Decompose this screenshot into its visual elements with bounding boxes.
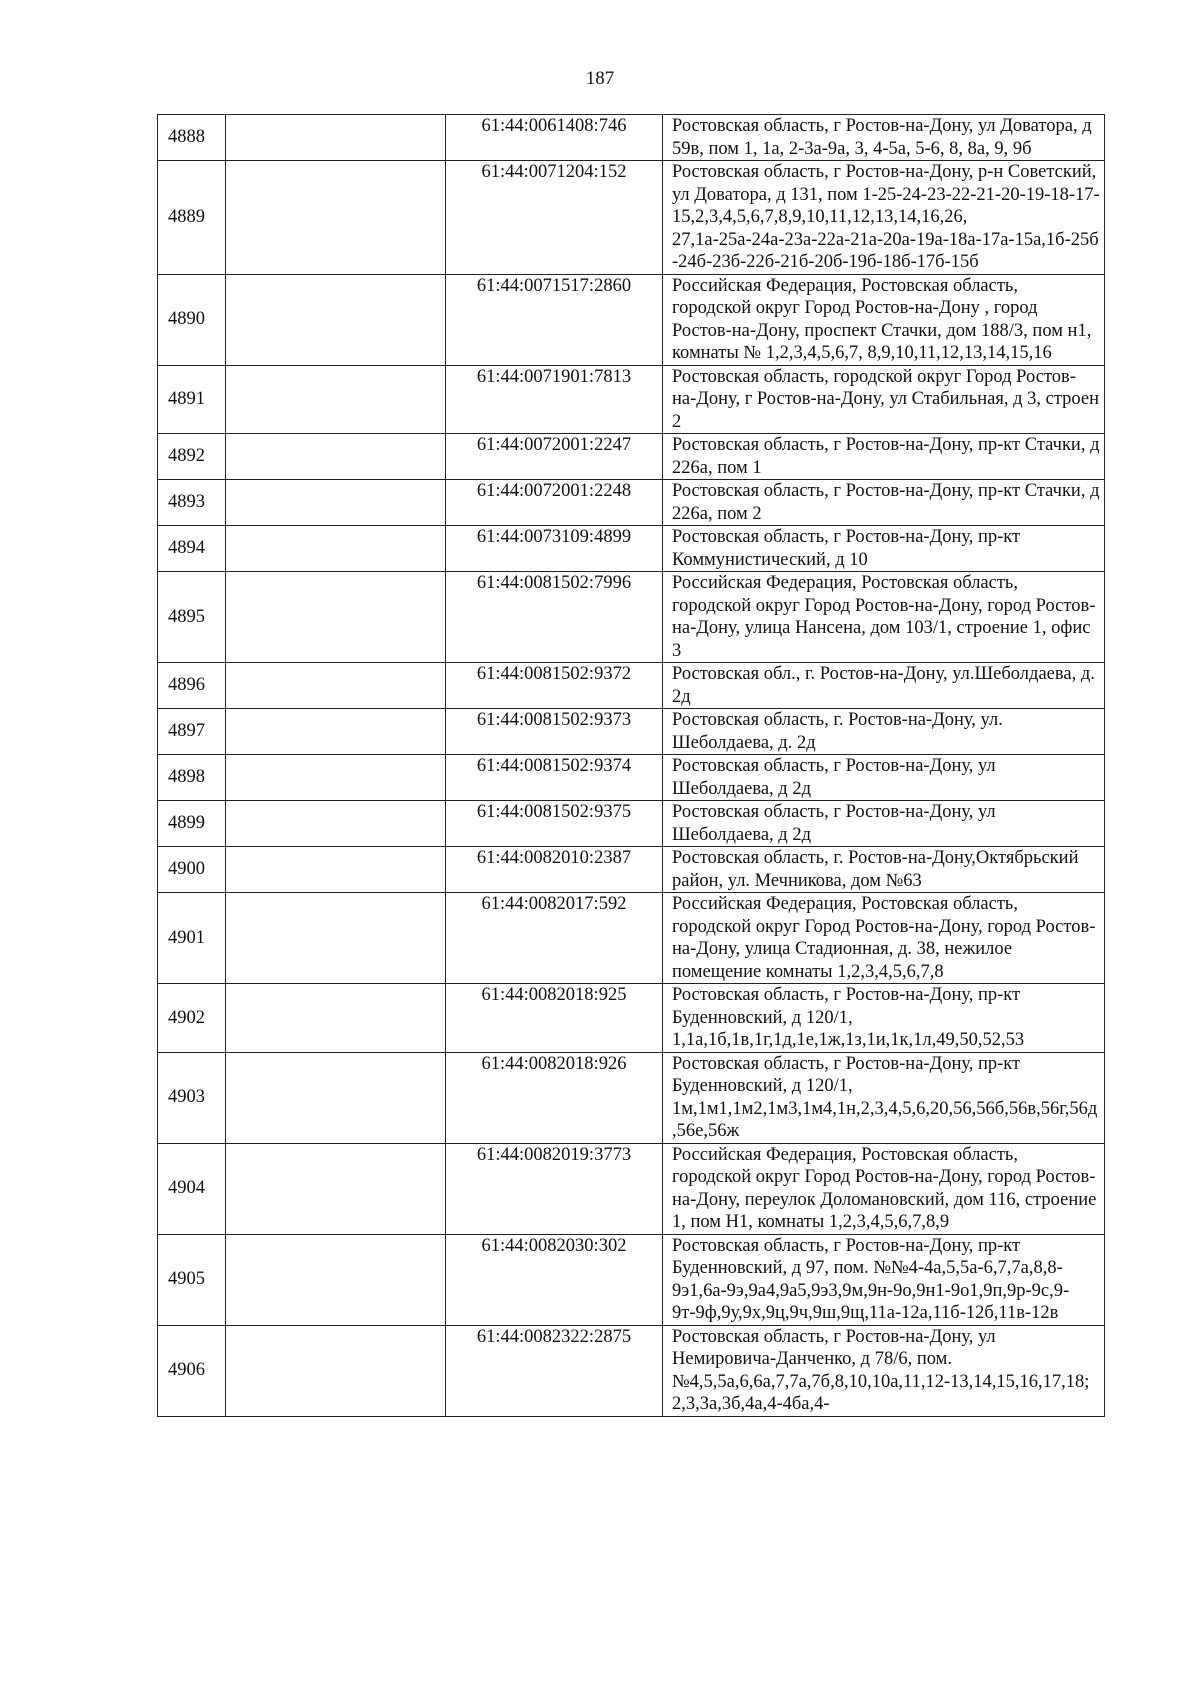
row-number-cell: 4900 <box>158 847 226 893</box>
address-cell: Ростовская область, г Ростов-на-Дону, пр-кт Коммунистический, д 10 <box>663 526 1105 572</box>
row-number-cell: 4890 <box>158 274 226 365</box>
table-row <box>158 663 1105 709</box>
cadastral-number-cell: 61:44:0082030:302 <box>446 1234 663 1325</box>
row-number-cell: 4901 <box>158 893 226 984</box>
row-number-cell: 4896 <box>158 663 226 709</box>
empty-cell <box>226 847 446 893</box>
row-number-cell: 4888 <box>158 115 226 161</box>
row-number-cell: 4889 <box>158 161 226 275</box>
row-number-cell: 4903 <box>158 1052 226 1143</box>
table-row <box>158 1052 1105 1143</box>
table-row <box>158 434 1105 480</box>
table-row <box>158 274 1105 365</box>
address-cell: Ростовская область, г Ростов-на-Дону, пр-кт Стачки, д 226а, пом 1 <box>663 434 1105 480</box>
cadastral-number-cell: 61:44:0072001:2247 <box>446 434 663 480</box>
cadastral-number-cell: 61:44:0081502:9372 <box>446 663 663 709</box>
table-row <box>158 755 1105 801</box>
table-row <box>158 801 1105 847</box>
cadastral-number-cell: 61:44:0081502:9375 <box>446 801 663 847</box>
address-cell: Ростовская область, г. Ростов-на-Дону, ул. Шеболдаева, д. 2д <box>663 709 1105 755</box>
address-cell: Ростовская область, г. Ростов-на-Дону,Октябрьский район, ул. Мечникова, дом №63 <box>663 847 1105 893</box>
row-number-cell: 4902 <box>158 984 226 1053</box>
empty-cell <box>226 434 446 480</box>
row-number-cell: 4897 <box>158 709 226 755</box>
cadastral-number-cell: 61:44:0082010:2387 <box>446 847 663 893</box>
row-number-cell: 4899 <box>158 801 226 847</box>
cadastral-number-cell: 61:44:0082018:925 <box>446 984 663 1053</box>
empty-cell <box>226 365 446 434</box>
cadastral-number-cell: 61:44:0082322:2875 <box>446 1325 663 1416</box>
table-row <box>158 847 1105 893</box>
empty-cell <box>226 115 446 161</box>
address-cell: Российская Федерация, Ростовская область, городской округ Город Ростов-на-Дону, город Ростов-на-Дону, улица Стадионная, д. 38, нежилое помещение комнаты 1,2,3,4,5,6,7,8 <box>663 893 1105 984</box>
cadastral-number-cell: 61:44:0072001:2248 <box>446 480 663 526</box>
address-cell: Ростовская область, г Ростов-на-Дону, пр-кт Стачки, д 226а, пом 2 <box>663 480 1105 526</box>
address-cell: Ростовская область, г Ростов-на-Дону, ул Доватора, д 59в, пом 1, 1а, 2-3а-9а, 3, 4-5а, 5-6, 8, 8а, 9, 9б <box>663 115 1105 161</box>
table-row <box>158 984 1105 1053</box>
address-cell: Ростовская область, г Ростов-на-Дону, ул Шеболдаева, д 2д <box>663 755 1105 801</box>
register-table-body <box>158 115 1105 1417</box>
cadastral-number-cell: 61:44:0081502:7996 <box>446 572 663 663</box>
empty-cell <box>226 1234 446 1325</box>
empty-cell <box>226 984 446 1053</box>
row-number-cell: 4893 <box>158 480 226 526</box>
address-cell: Ростовская область, г Ростов-на-Дону, ул Шеболдаева, д 2д <box>663 801 1105 847</box>
address-cell: Ростовская область, г Ростов-на-Дону, пр-кт Буденновский, д 97, пом. №№4-4а,5,5а-6,7,7а,8,8-9э1,6а-9э,9а4,9а5,9э3,9м,9н-9о,9н1-9о1,9п,9р-9с,9-9т-9ф,9у,9х,9ц,9ч,9ш,9щ,11а-12а,11б-12б,11в-12в <box>663 1234 1105 1325</box>
row-number-cell: 4894 <box>158 526 226 572</box>
empty-cell <box>226 801 446 847</box>
empty-cell <box>226 161 446 275</box>
cadastral-number-cell: 61:44:0073109:4899 <box>446 526 663 572</box>
cadastral-number-cell: 61:44:0082018:926 <box>446 1052 663 1143</box>
empty-cell <box>226 709 446 755</box>
cadastral-number-cell: 61:44:0081502:9374 <box>446 755 663 801</box>
row-number-cell: 4891 <box>158 365 226 434</box>
address-cell: Российская Федерация, Ростовская область, городской округ Город Ростов-на-Дону, город Ростов-на-Дону, улица Нансена, дом 103/1, строение 1, офис 3 <box>663 572 1105 663</box>
table-row <box>158 365 1105 434</box>
table-row <box>158 709 1105 755</box>
empty-cell <box>226 526 446 572</box>
empty-cell <box>226 755 446 801</box>
table-row <box>158 161 1105 275</box>
empty-cell <box>226 1143 446 1234</box>
row-number-cell: 4906 <box>158 1325 226 1416</box>
address-cell: Ростовская область, г Ростов-на-Дону, р-н Советский, ул Доватора, д 131, пом 1-25-24-23-22-21-20-19-18-17-15,2,3,4,5,6,7,8,9,10,11,12,13,14,16,26, 27,1а-25а-24а-23а-22а-21а-20а-19а-18а-17а-15а,1б-25б-24б-23б-22б-21б-20б-19б-18б-17б-15б <box>663 161 1105 275</box>
row-number-cell: 4905 <box>158 1234 226 1325</box>
table-row <box>158 893 1105 984</box>
property-register-table <box>157 114 1105 1417</box>
cadastral-number-cell: 61:44:0071901:7813 <box>446 365 663 434</box>
address-cell: Ростовская область, городской округ Город Ростов-на-Дону, г Ростов-на-Дону, ул Стабильная, д 3, строен 2 <box>663 365 1105 434</box>
address-cell: Российская Федерация, Ростовская область, городской округ Город Ростов-на-Дону, город Ростов-на-Дону, переулок Доломановский, дом 116, строение 1, пом Н1, комнаты 1,2,3,4,5,6,7,8,9 <box>663 1143 1105 1234</box>
cadastral-number-cell: 61:44:0081502:9373 <box>446 709 663 755</box>
empty-cell <box>226 1052 446 1143</box>
row-number-cell: 4895 <box>158 572 226 663</box>
cadastral-number-cell: 61:44:0082017:592 <box>446 893 663 984</box>
empty-cell <box>226 1325 446 1416</box>
table-row <box>158 1325 1105 1416</box>
table-row <box>158 1143 1105 1234</box>
table-row <box>158 1234 1105 1325</box>
row-number-cell: 4904 <box>158 1143 226 1234</box>
cadastral-number-cell: 61:44:0071517:2860 <box>446 274 663 365</box>
empty-cell <box>226 274 446 365</box>
empty-cell <box>226 893 446 984</box>
address-cell: Ростовская область, г Ростов-на-Дону, пр-кт Буденновский, д 120/1, 1м,1м1,1м2,1м3,1м4,1н,2,3,4,5,6,20,56,56б,56в,56г,56д,56е,56ж <box>663 1052 1105 1143</box>
table-row <box>158 526 1105 572</box>
empty-cell <box>226 663 446 709</box>
table-row <box>158 572 1105 663</box>
empty-cell <box>226 480 446 526</box>
address-cell: Ростовская область, г Ростов-на-Дону, ул Немировича-Данченко, д 78/6, пом.№4,5,5а,6,6а,7,7а,7б,8,10,10а,11,12-13,14,15,16,17,18; 2,3,3а,3б,4а,4-4ба,4- <box>663 1325 1105 1416</box>
address-cell: Ростовская обл., г. Ростов-на-Дону, ул.Шеболдаева, д. 2д <box>663 663 1105 709</box>
address-cell: Российская Федерация, Ростовская область, городской округ Город Ростов-на-Дону , город Ростов-на-Дону, проспект Стачки, дом 188/3, пом н1, комнаты № 1,2,3,4,5,6,7, 8,9,10,11,12,13,14,15,16 <box>663 274 1105 365</box>
row-number-cell: 4892 <box>158 434 226 480</box>
row-number-cell: 4898 <box>158 755 226 801</box>
empty-cell <box>226 572 446 663</box>
cadastral-number-cell: 61:44:0082019:3773 <box>446 1143 663 1234</box>
page-number: 187 <box>585 68 615 89</box>
cadastral-number-cell: 61:44:0071204:152 <box>446 161 663 275</box>
table-row <box>158 115 1105 161</box>
table-row <box>158 480 1105 526</box>
address-cell: Ростовская область, г Ростов-на-Дону, пр-кт Буденновский, д 120/1, 1,1а,1б,1в,1г,1д,1е,1ж,1з,1и,1к,1л,49,50,52,53 <box>663 984 1105 1053</box>
cadastral-number-cell: 61:44:0061408:746 <box>446 115 663 161</box>
